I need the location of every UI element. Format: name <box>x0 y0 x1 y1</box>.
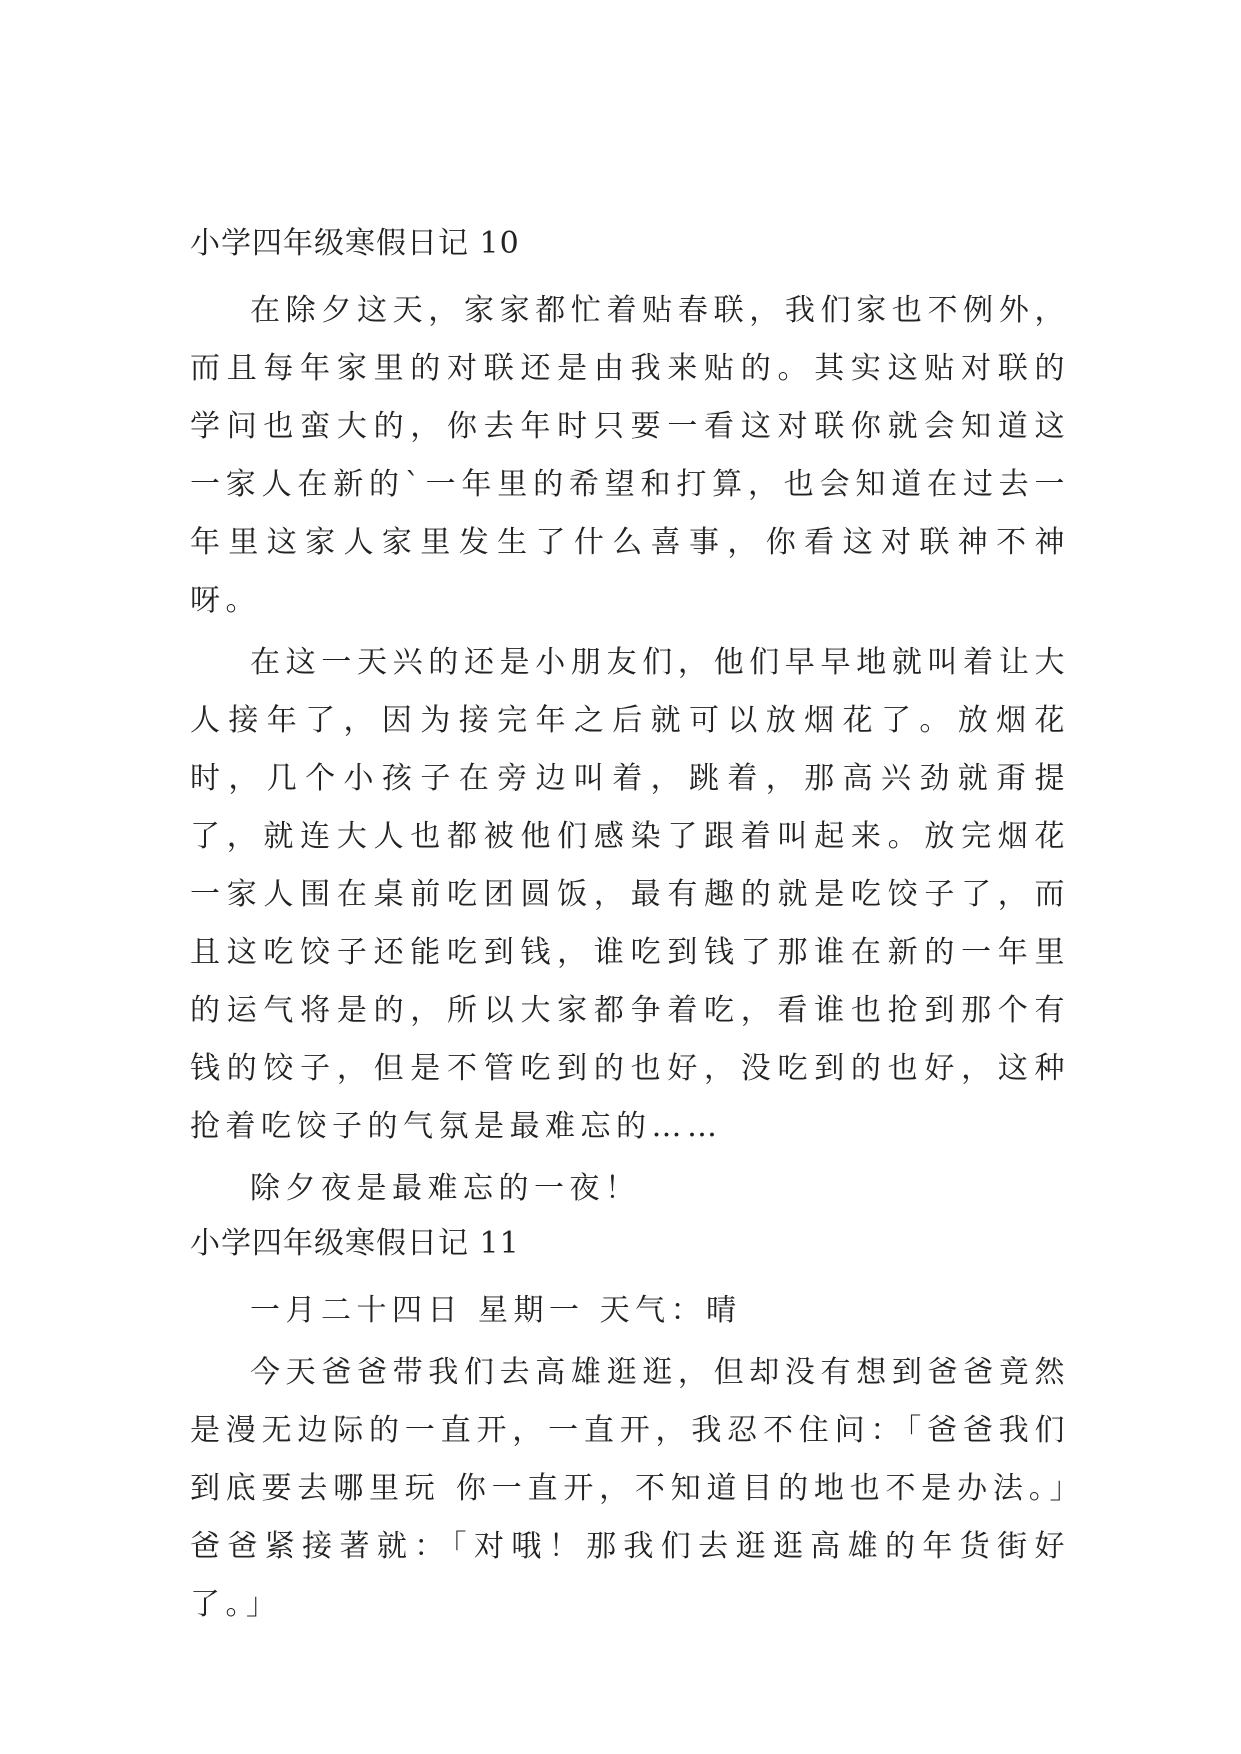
entry-title: 小学四年级寒假日记 11 <box>190 1226 520 1261</box>
diary-entry-10 <box>190 218 1070 1222</box>
entry-title: 小学四年级寒假日记 10 <box>190 226 520 261</box>
entry-date-line: 一月二十四日 星期一 天气：晴 <box>250 1293 742 1328</box>
entry-paragraph: 除夕夜是最难忘的一夜！ <box>250 1171 641 1206</box>
entry-paragraph: 今天爸爸带我们去高雄逛逛，但却没有想到爸爸竟然是漫无边际的一直开，一直开，我忍不住问：「爸爸我们到底要去哪里玩 你一直开，不知道目的地也不是办法。」爸爸紧接著就：「对哦！那我们去逛逛高雄的年货街好了。」 <box>190 1355 1070 1622</box>
entry-paragraph: 在除夕这天，家家都忙着贴春联，我们家也不例外，而且每年家里的对联还是由我来贴的。其实这贴对联的学问也蛮大的，你去年时只要一看这对联你就会知道这一家人在新的`一年里的希望和打算，也会知道在过去一年里这家人家里发生了什么喜事，你看这对联神不神呀。 <box>190 293 1070 618</box>
diary-entry-11 <box>190 1218 1070 1638</box>
entry-paragraph: 在这一天兴的还是小朋友们，他们早早地就叫着让大人接年了，因为接完年之后就可以放烟花了。放烟花时，几个小孩子在旁边叫着，跳着，那高兴劲就甭提了，就连大人也都被他们感染了跟着叫起来。放完烟花一家人围在桌前吃团圆饭，最有趣的就是吃饺子了，而且这吃饺子还能吃到钱，谁吃到钱了那谁在新的一年里的运气将是的，所以大家都争着吃，看谁也抢到那个有钱的饺子，但是不管吃到的也好，没吃到的也好，这种抢着吃饺子的气氛是最难忘的…… <box>190 645 1070 1144</box>
